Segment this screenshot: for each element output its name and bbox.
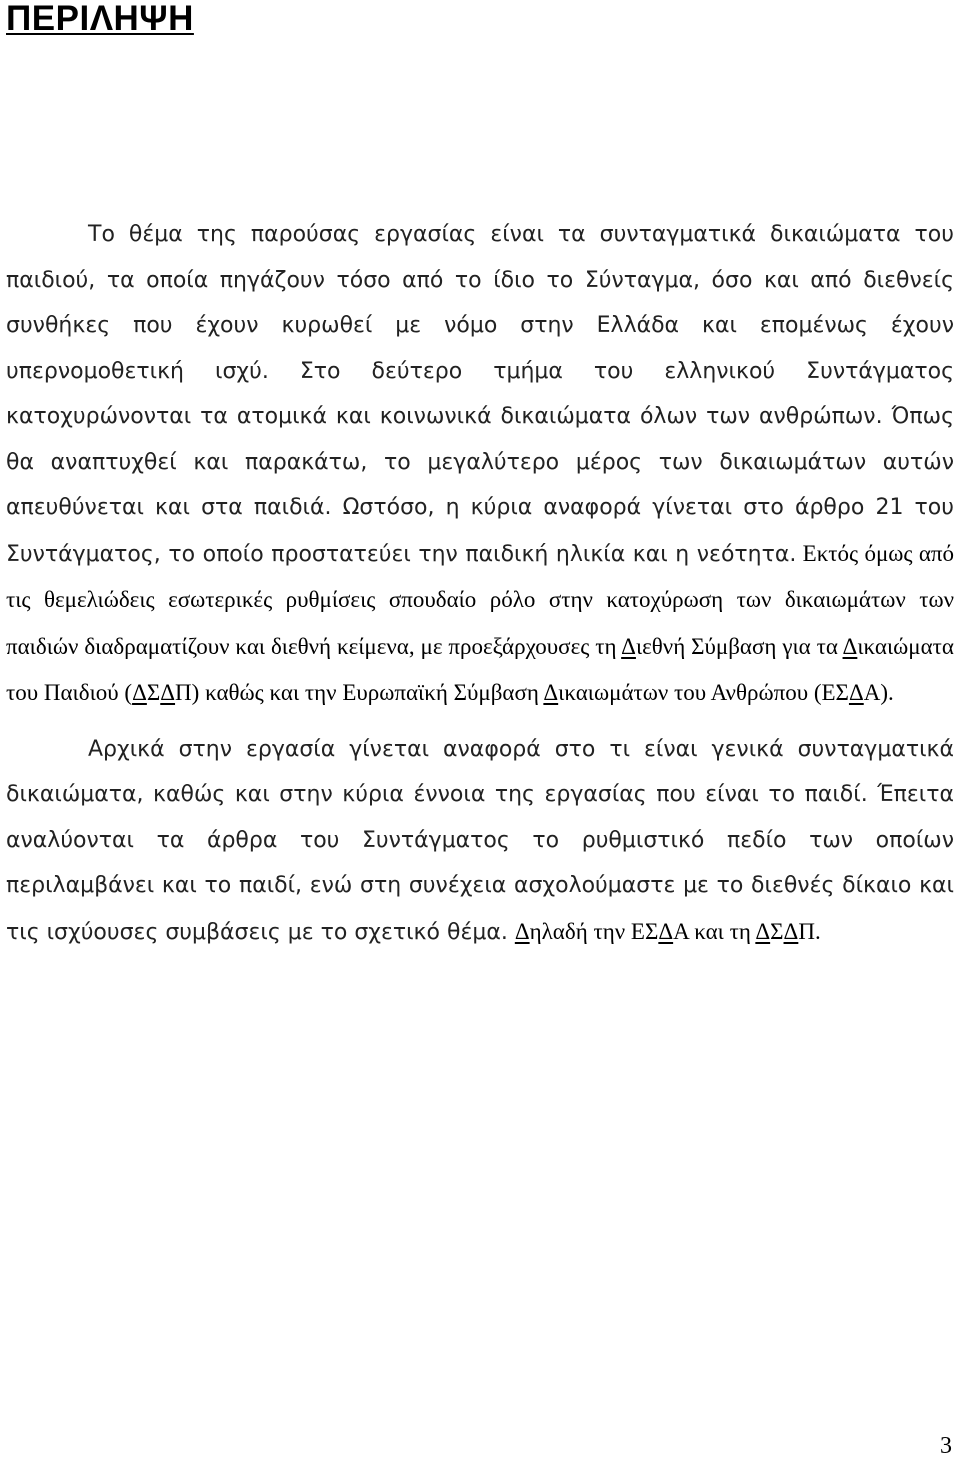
paragraph-1-text: Το θέμα της παρούσας εργασίας είναι τα συνταγματικά δικαιώματα του παιδιού, τα οποία πηγάζουν τόσο από το ίδιο το Σύνταγμα, όσο και από διεθνείς συνθήκες που έχουν κυρωθεί με νόμο στην Ελλάδα και επομένως έχουν υπερνομοθετική ισχύ. Στο δεύτερο τμήμα του ελληνικού Συντάγματος κατοχυρώνονται τα ατομικά και κοινωνικά δικαιώματα όλων των ανθρώπων. Όπως θα αναπτυχθεί και παρακάτω, το μεγαλύτερο μέρος των δικαιωμάτων αυτών απευθύνεται και στα παιδιά. Ωστόσο, η κύρια αναφορά γίνεται στο άρθρο 21 του Συντάγματος, το οποίο προστατεύει την παιδική ηλικία και η νεότητα. [6,222,954,567]
page-number: 3 [940,1433,952,1459]
paragraph-2 [6,727,954,956]
page-title: ΠΕΡΙΛΗΨΗ [6,0,194,38]
paragraph-2-serif-run: Δηλαδή την ΕΣΔΑ και τη ΔΣΔΠ. [514,918,821,944]
paragraph-1-serif-run: Εκτός όμως από τις θεμελιώδεις εσωτερικές ρυθμίσεις σπουδαίο ρόλο στην κατοχύρωση των δικαιωμάτων των παιδιών διαδραματίζουν και διεθνή κείμενα, με προεξάρχουσες τη Διεθνή Σύμβαση για τα Δικαιώματα του Παιδιού (ΔΣΔΠ) καθώς και την Ευρωπαϊκή Σύμβαση Δικαιωμάτων του Ανθρώπου (ΕΣΔΑ). [6,540,955,705]
paragraph-2-text: Αρχικά στην εργασία γίνεται αναφορά στο τι είναι γενικά συνταγματικά δικαιώματα, καθώς και στην κύρια έννοια της εργασίας που είναι το παιδί. Έπειτα αναλύονται τα άρθρα του Συντάγματος το ρυθμιστικό πεδίο των οποίων περιλαμβάνει και το παιδί, ενώ στη συνέχεια ασχολούμαστε με το διεθνές δίκαιο και τις ισχύουσες συμβάσεις με το σχετικό θέμα. [6,736,954,945]
abstract-body [6,212,954,955]
paragraph-1 [6,212,954,717]
